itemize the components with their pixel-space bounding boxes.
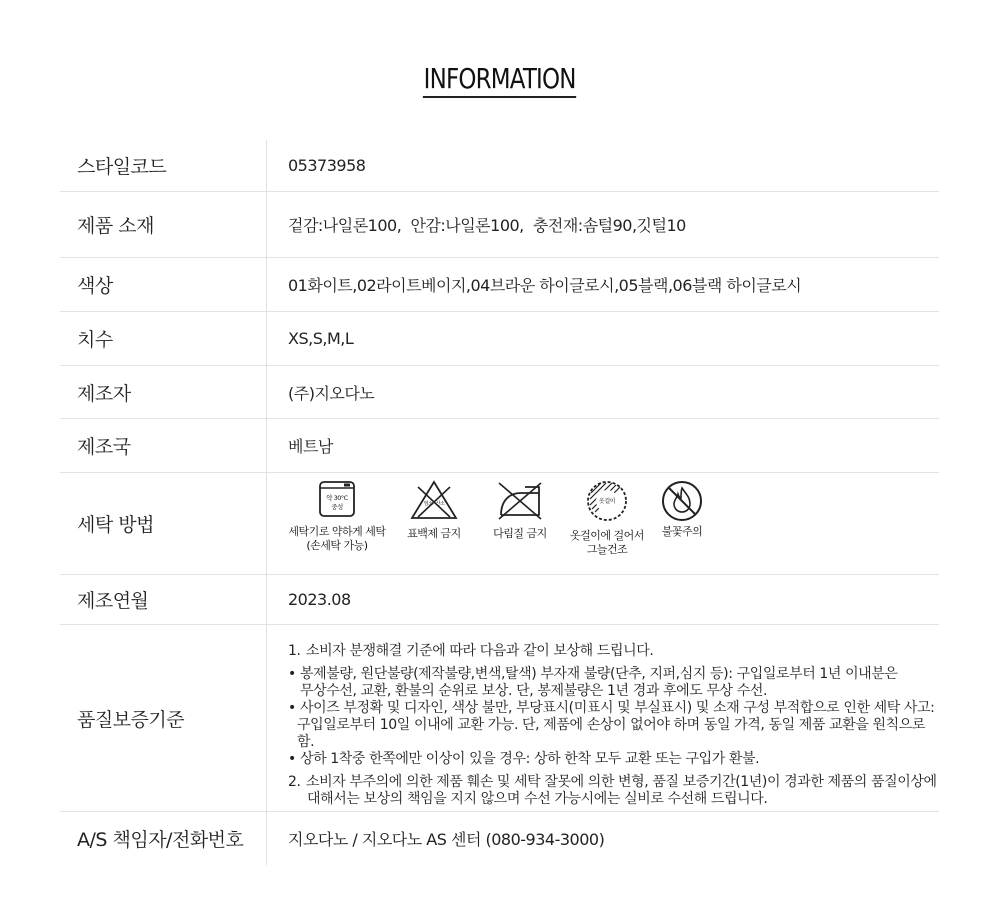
row-label: 제조국	[60, 419, 267, 472]
row-label: 품질보증기준	[60, 625, 267, 811]
row-as	[60, 812, 939, 865]
no-fire-icon	[660, 479, 704, 523]
weak-wash-30c-icon	[317, 479, 357, 519]
wash-caption-line: 세탁기로 약하게 세탁	[288, 525, 386, 538]
bullet: •	[288, 751, 296, 767]
row-maker	[60, 366, 939, 419]
row-label: 치수	[60, 312, 267, 365]
wash-item-no-fire	[652, 479, 712, 539]
row-date	[60, 575, 939, 625]
warranty-item-2	[288, 774, 939, 808]
warranty-line: 사이즈 부정확 및 디자인, 색상 불만, 부당표시(미표시 및 부실표시) 및 소재 구성 부적합으로 인한 세탁 사고:	[300, 700, 935, 716]
row-value: 겉감:나일론100, 안감:나일론100, 충전재:솜털90,깃털10	[288, 216, 686, 235]
warranty-line: 소비자 부주의에 의한 제품 훼손 및 세탁 잘못에 의한 변형, 품질 보증기간(1년)이 경과한 제품의 품질이상에	[306, 774, 937, 790]
list-number: 1.	[288, 643, 301, 659]
wash-caption	[493, 527, 547, 541]
wash-item-weak-wash	[282, 479, 392, 553]
no-bleach-icon	[409, 479, 459, 521]
row-label: 색상	[60, 258, 267, 311]
bleach-oxygen-text: 산소	[435, 501, 445, 507]
row-warranty	[60, 625, 939, 812]
bullet: •	[288, 666, 296, 682]
row-style-code	[60, 140, 939, 192]
wash-caption-line: (손세탁 가능)	[306, 539, 368, 552]
row-value: 지오다노 / 지오다노 AS 센터 (080-934-3000)	[288, 830, 605, 849]
wash-caption	[570, 529, 644, 557]
warranty-bullet-1	[288, 666, 939, 700]
wash-caption-line: 그늘건조	[586, 543, 628, 556]
warranty-line: 구입일로부터 10일 이내에 교환 가능. 단, 제품에 손상이 없어야 하며 동일 가격, 동일 제품 교환을 원칙으로 함.	[297, 717, 925, 750]
wash-detergent-text: 중성	[331, 503, 343, 511]
wash-caption	[407, 527, 461, 541]
row-color	[60, 258, 939, 312]
row-label: 제조자	[60, 366, 267, 418]
warranty-line: 봉제불량, 원단불량(제작불량,변색,탈색) 부자재 불량(단추, 지퍼,심지 등): 구입일로부터 1년 이내분은	[300, 666, 898, 682]
row-label: 세탁 방법	[60, 473, 267, 574]
no-iron-icon	[495, 479, 545, 521]
list-number: 2.	[288, 774, 301, 790]
info-table	[60, 140, 939, 865]
row-label: 제품 소재	[60, 192, 267, 257]
warranty-item-1	[288, 643, 939, 660]
wash-caption	[288, 525, 385, 553]
hanger-text: 옷걸이	[599, 498, 615, 505]
warranty-bullet-3	[288, 751, 939, 768]
wash-caption-line: 다림질 금지	[493, 527, 547, 540]
warranty-line: 상하 1착중 한쪽에만 이상이 있을 경우: 상하 한착 모두 교환 또는 구입가 환불.	[300, 751, 760, 767]
wash-temp-text: 약 30°C	[326, 494, 348, 502]
row-material	[60, 192, 939, 258]
bleach-chlorine-text: 염소	[423, 501, 433, 507]
wash-item-shade-dry	[562, 479, 652, 557]
row-value: XS,S,M,L	[288, 329, 354, 348]
wash-item-no-iron	[480, 479, 560, 541]
shade-dry-hanger-icon	[584, 479, 630, 523]
wash-caption-line: 불꽃주의	[661, 525, 703, 538]
wash-item-no-bleach	[394, 479, 474, 541]
wash-caption-line: 표백제 금지	[407, 527, 461, 540]
row-value: 01화이트,02라이트베이지,04브라운 하이글로시,05블랙,06블랙 하이글로시	[288, 276, 802, 295]
warranty-bullet-2	[288, 700, 939, 751]
row-value: 2023.08	[288, 590, 351, 609]
row-label: A/S 책임자/전화번호	[60, 812, 267, 865]
bullet: •	[288, 700, 296, 716]
wash-icons	[267, 473, 939, 574]
row-size	[60, 312, 939, 366]
row-wash	[60, 473, 939, 575]
row-value: 05373958	[288, 156, 366, 175]
row-value: 베트남	[288, 437, 333, 456]
row-label: 스타일코드	[60, 140, 267, 191]
warranty-line: 무상수선, 교환, 환불의 순위로 보상. 단, 봉제불량은 1년 경과 후에도 무상 수선.	[300, 683, 768, 699]
page-title: INFORMATION	[423, 62, 577, 98]
row-country	[60, 419, 939, 473]
warranty-line: 소비자 분쟁해결 기준에 따라 다음과 같이 보상해 드립니다.	[306, 643, 654, 659]
row-label: 제조연월	[60, 575, 267, 624]
page-title-wrap	[0, 62, 1000, 98]
wash-caption	[662, 525, 703, 539]
wash-caption-line: 옷걸이에 걸어서	[570, 529, 644, 542]
row-value: (주)지오다노	[288, 383, 375, 403]
warranty-line: 대해서는 보상의 책임을 지지 않으며 수선 가능시에는 실비로 수선해 드립니다.	[307, 791, 768, 807]
warranty-text	[267, 625, 939, 811]
